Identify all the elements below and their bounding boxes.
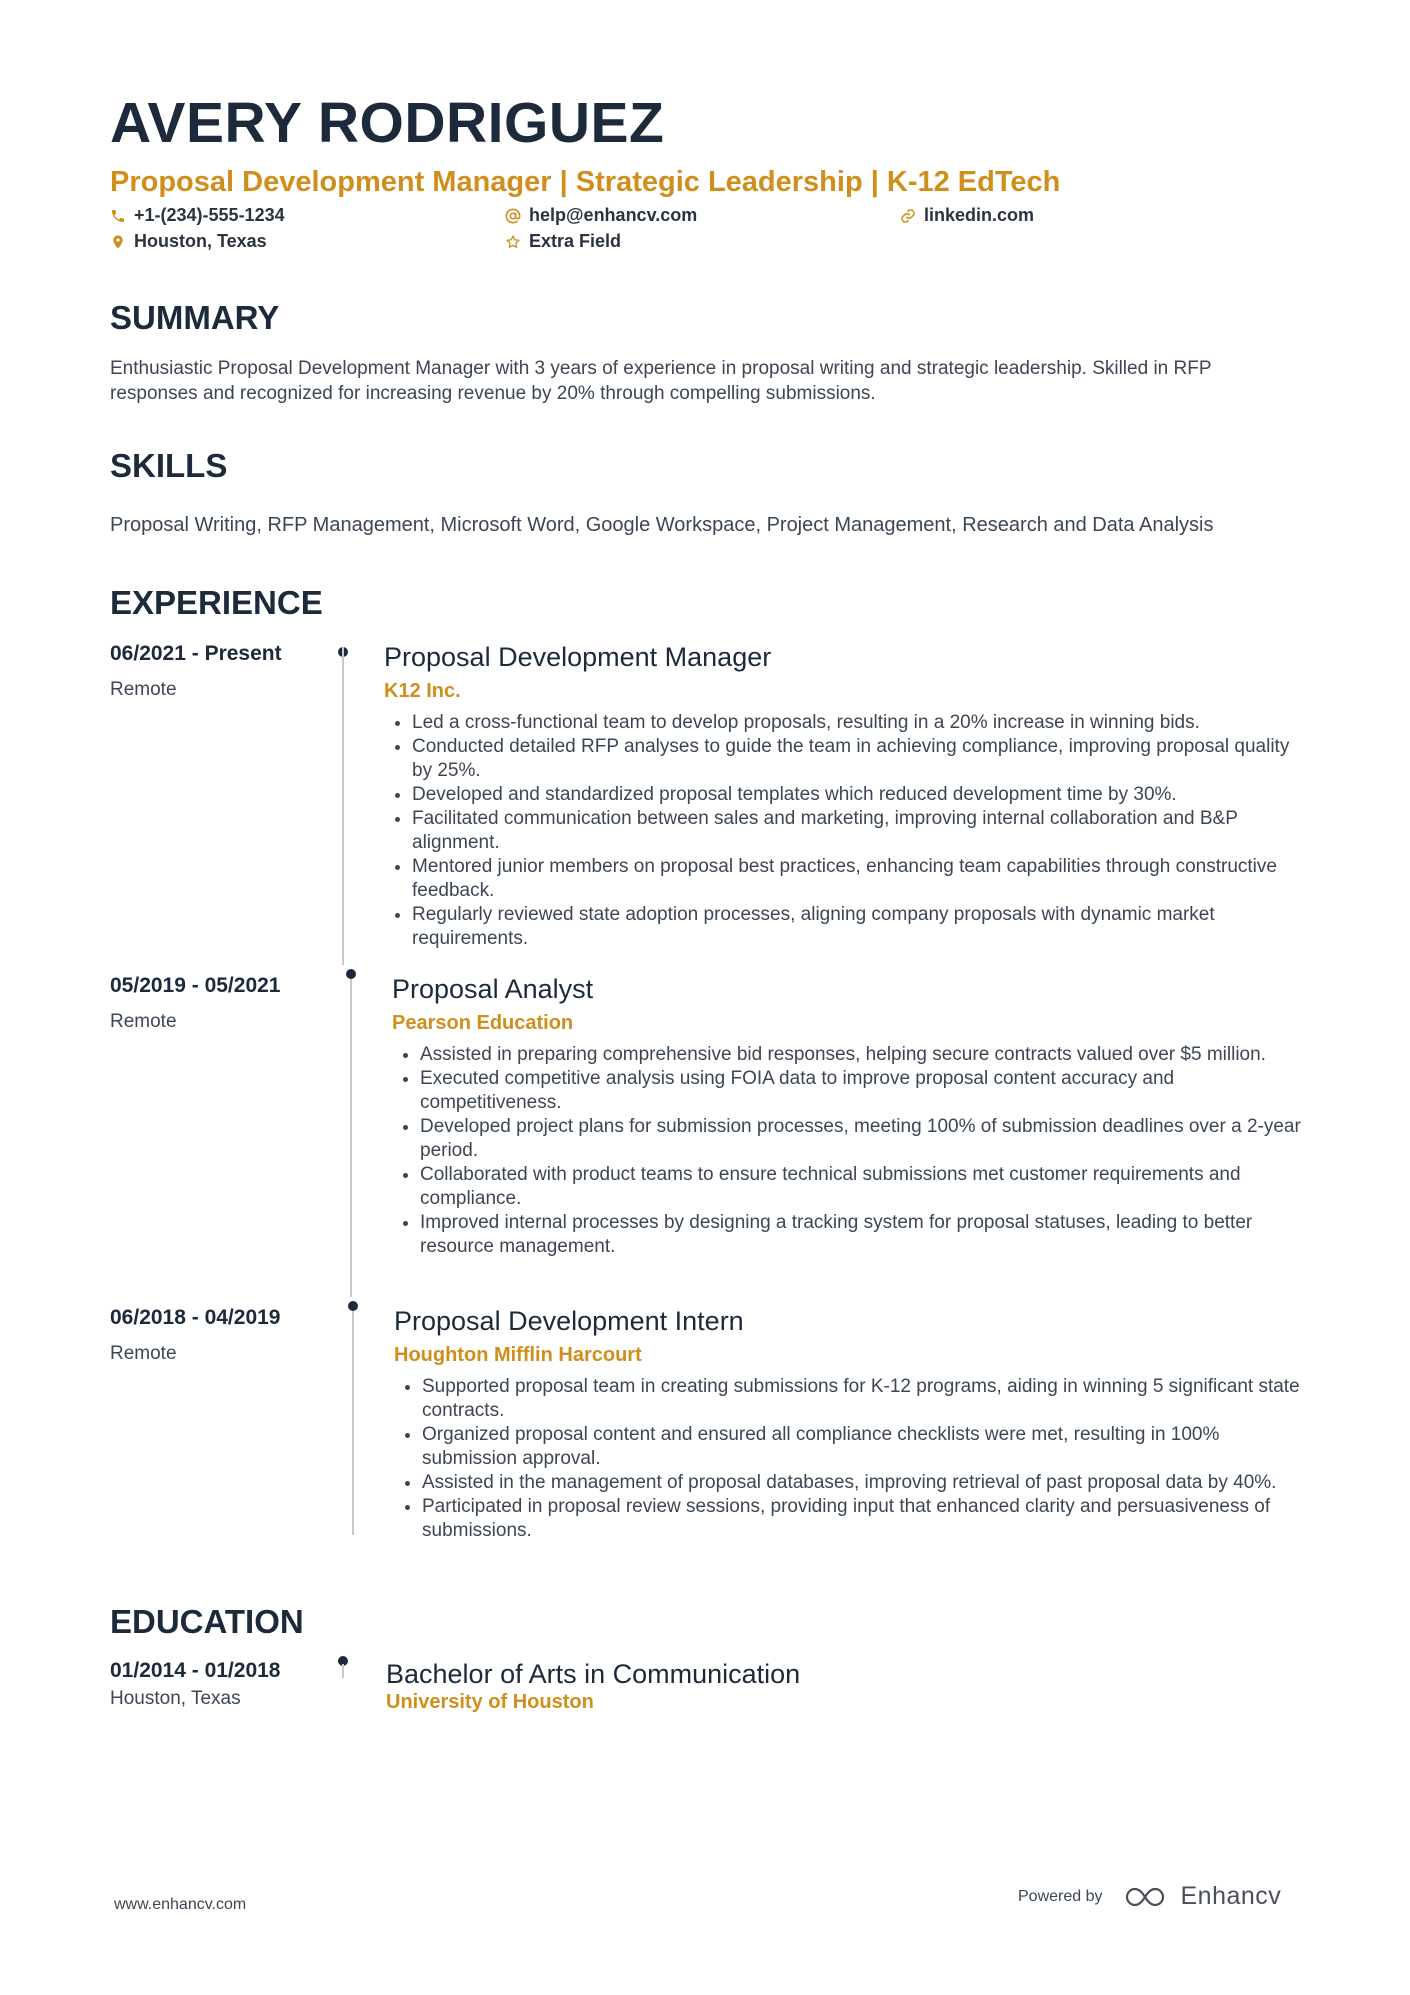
entry-meta xyxy=(110,973,280,1305)
entry-details xyxy=(394,1305,1314,1543)
contact-email[interactable] xyxy=(505,205,697,226)
entry-details xyxy=(392,973,1314,1259)
achievement-list xyxy=(394,1375,1314,1543)
experience-entry xyxy=(110,1305,1310,1605)
footer-branding xyxy=(1018,1882,1281,1911)
location-text: Houston, Texas xyxy=(134,231,267,252)
email-text[interactable]: help@enhancv.com xyxy=(529,205,698,226)
entry-dates: 05/2019 - 05/2021 xyxy=(110,974,281,998)
extra-text: Extra Field xyxy=(529,231,622,252)
entry-meta xyxy=(110,641,282,973)
entry-dates: 01/2014 - 01/2018 xyxy=(110,1659,281,1683)
achievement-item: • Collaborated with product teams to ensure technical submissions met customer requirements and compliance. xyxy=(420,1163,1314,1211)
phone-text: +1-(234)-555-1234 xyxy=(134,205,285,226)
timeline-dot xyxy=(346,969,356,979)
achievement-item: • Led a cross-functional team to develop proposals, resulting in a 20% increase in winning bids. xyxy=(412,711,1314,735)
achievement-item: • Participated in proposal review sessions, providing input that enhanced clarity and persuasiveness of submissions. xyxy=(422,1495,1314,1543)
education-entry xyxy=(110,1658,1310,1718)
skills-heading: SKILLS xyxy=(110,447,228,485)
footer-website[interactable]: www.enhancv.com xyxy=(114,1896,247,1913)
candidate-name: AVERY RODRIGUEZ xyxy=(110,91,665,155)
achievement-list xyxy=(392,1043,1314,1259)
job-title: Proposal Development Intern xyxy=(394,1306,744,1337)
job-title: Proposal Development Manager xyxy=(384,642,772,673)
entry-dates: 06/2021 - Present xyxy=(110,642,282,666)
enhancv-logo-icon xyxy=(1125,1885,1171,1909)
summary-heading: SUMMARY xyxy=(110,299,280,337)
timeline-line xyxy=(350,979,352,1297)
timeline-line xyxy=(342,1664,344,1678)
achievement-item: • Regularly reviewed state adoption processes, aligning company proposals with dynamic market requirements. xyxy=(412,903,1314,951)
company-name: K12 Inc. xyxy=(384,680,461,703)
achievement-item: • Mentored junior members on proposal best practices, enhancing team capabilities through constructive feedback. xyxy=(412,855,1314,903)
brand-name: Enhancv xyxy=(1180,1882,1282,1910)
timeline-dot xyxy=(348,1301,358,1311)
entry-location: Remote xyxy=(110,1011,177,1033)
skills-text: Proposal Writing, RFP Management, Microsoft Word, Google Workspace, Project Management, Research and Data Analysis xyxy=(110,514,1214,537)
brand-logo[interactable] xyxy=(1125,1882,1282,1911)
star-icon xyxy=(505,234,521,250)
achievement-item: • Assisted in the management of proposal databases, improving retrieval of past proposal data by 40%. xyxy=(422,1471,1314,1495)
entry-meta xyxy=(110,1305,280,1605)
phone-icon xyxy=(110,208,126,224)
headline: Proposal Development Manager | Strategic Leadership | K-12 EdTech xyxy=(110,166,1061,198)
location-pin-icon xyxy=(110,234,126,250)
achievement-item: • Facilitated communication between sales and marketing, improving internal collaboration and B&P alignment. xyxy=(412,807,1314,855)
link-icon xyxy=(900,208,916,224)
entry-details xyxy=(386,1658,1306,1714)
timeline-line xyxy=(352,1311,354,1535)
contact-info xyxy=(110,205,1310,259)
contact-phone xyxy=(110,205,285,226)
entry-details xyxy=(384,641,1314,951)
degree-title: Bachelor of Arts in Communication xyxy=(386,1659,801,1690)
experience-entry xyxy=(110,973,1310,1305)
experience-entry xyxy=(110,641,1310,973)
achievement-item: • Improved internal processes by designing a tracking system for proposal statuses, leading to better resource management. xyxy=(420,1211,1314,1259)
experience-heading: EXPERIENCE xyxy=(110,584,323,622)
entry-location: Houston, Texas xyxy=(110,1688,241,1710)
entry-dates: 06/2018 - 04/2019 xyxy=(110,1306,281,1330)
achievement-item: • Conducted detailed RFP analyses to guide the team in achieving compliance, improving proposal quality by 25%. xyxy=(412,735,1314,783)
achievement-item: • Executed competitive analysis using FOIA data to improve proposal content accuracy and competitiveness. xyxy=(420,1067,1314,1115)
timeline-line xyxy=(342,647,344,965)
achievement-item: • Supported proposal team in creating submissions for K-12 programs, aiding in winning 5 significant state contracts. xyxy=(422,1375,1314,1423)
entry-meta xyxy=(110,1658,280,1718)
achievement-list xyxy=(384,711,1314,951)
education-heading: EDUCATION xyxy=(110,1603,304,1641)
job-title: Proposal Analyst xyxy=(392,974,594,1005)
powered-by-label: Powered by xyxy=(1018,1887,1103,1905)
contact-extra xyxy=(505,231,621,252)
link-text[interactable]: linkedin.com xyxy=(924,205,1035,226)
summary-text: Enthusiastic Proposal Development Manager with 3 years of experience in proposal writing and strategic leadership. Skilled in RFP responses and recognized for increasing revenue by 20% through compelling submissions. xyxy=(110,358,1212,405)
school-name: University of Houston xyxy=(386,1691,594,1714)
achievement-item: • Assisted in preparing comprehensive bid responses, helping secure contracts valued over $5 million. xyxy=(420,1043,1314,1067)
achievement-item: • Developed and standardized proposal templates which reduced development time by 30%. xyxy=(412,783,1314,807)
at-icon xyxy=(505,208,521,224)
contact-location xyxy=(110,231,267,252)
contact-link[interactable] xyxy=(900,205,1034,226)
resume-page xyxy=(110,91,1310,1718)
company-name: Pearson Education xyxy=(392,1012,574,1035)
achievement-item: • Organized proposal content and ensured all compliance checklists were met, resulting in 100% submission approval. xyxy=(422,1423,1314,1471)
achievement-item: • Developed project plans for submission processes, meeting 100% of submission deadlines over a 2-year period. xyxy=(420,1115,1314,1163)
company-name: Houghton Mifflin Harcourt xyxy=(394,1344,642,1367)
entry-location: Remote xyxy=(110,679,177,701)
entry-location: Remote xyxy=(110,1343,177,1365)
